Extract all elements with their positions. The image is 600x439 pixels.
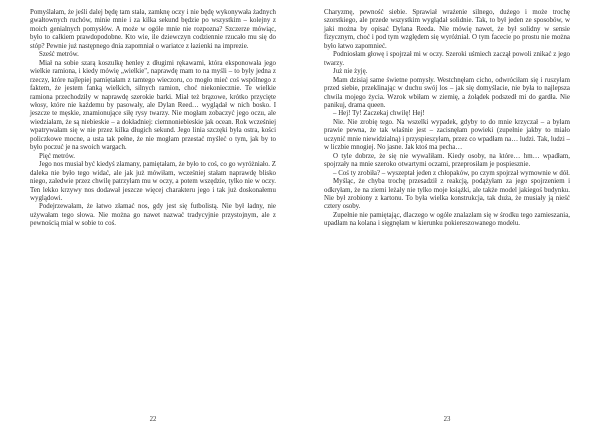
paragraph: Podniosłam głowę i spojrzał mi w oczy. Szeroki uśmiech zaczął powoli znikać z jego twarzy. [324, 51, 570, 67]
paragraph: Pięć metrów. [39, 152, 76, 160]
paragraph: Już nie żyję. [333, 68, 368, 76]
right-page-text [324, 9, 570, 229]
paragraph: O tyle dobrze, że się nie wywaliłam. Kiedy osoby, na które… hm… wpadłam, spojrzały na mnie szeroko otwartymi oczami, przeprosiłam je pospiesznie. [324, 152, 570, 169]
left-page-text [30, 9, 276, 229]
paragraph: – Coś ty zrobiła? – wyszeptał jeden z chłopaków, po czym spojrzał wymownie w dół. [333, 169, 570, 177]
page-number-left: 22 [149, 416, 157, 423]
paragraph: – Hej! Ty! Zaczekaj chwilę! Hej! [333, 110, 425, 118]
paragraph: Mam dzisiaj same świetne pomysły. Westchnęłam cicho, odwróciłam się i ruszyłam przed siebie, przeklinając w duchu swój los – jak się domyślacie, nie była to najlepsza chwila mojego życia. Wzrok wbiłam w ziemię, a żołądek podszedł mi do gardła. Nie panikuj, drama queen. [324, 76, 570, 109]
paragraph: Zupełnie nie pamiętając, dlaczego w ogóle znalazłam się w środku tego zamieszania, upadłam na kolana i sięgnęłam w kierunku pokiereszowanego modelu. [324, 211, 570, 228]
paragraph: Myśląc, że chyba trochę przesadził z reakcją, podążyłam za jego spojrzeniem i odkryłam, że na ziemi leżały nie tylko moje książki, ale także model jakiegoś budynku. Nie był zrobiony z kartonu. To była wielka konstrukcja, tak duża, że musiały ją nieść cztery osoby. [324, 178, 570, 211]
paragraph: Podejrzewałam, że łatwo złamać nos, gdy jest się futbolistą. Nie był ładny, nie używałam tego słowa. Nie można go nawet nazwać tradycyjnie przystojnym, ale z pewnością miał w sobie to coś. [30, 203, 276, 228]
page-number-right: 23 [443, 416, 451, 423]
paragraph: Pomyślałam, że jeśli dalej będę tam stała, zamknę oczy i nie będę wykonywała żadnych gwałtownych ruchów, minie mnie i za kilka sekund będzie po wszystkim – kolejny z moich genialnych pomysłów. A może w ogóle mnie nie rozpozna? Szczerze mówiąc, było to całkiem prawdopodobne. Kto wie, ile dziewczyn codziennie rzucało mu się do stóp? Pewnie już następnego dnia zapomniał o wariatce z łazienki na imprezie. [30, 9, 276, 50]
paragraph: Charyzmę, pewność siebie. Sprawiał wrażenie silnego, dużego i może trochę szorstkiego, ale przede wszystkim wyglądał solidnie. Tak, to był jeden ze sposobów, w jaki można by opisać Dylana Reeda. Nie mówię nawet, że był solidny w sensie fizycznym, choć i pod tym względem się wyróżniał. O tym facecie po prostu nie można było łatwo zapomnieć. [324, 9, 570, 50]
right-page [300, 0, 600, 439]
paragraph: Sześć metrów. [39, 51, 79, 59]
paragraph: Miał na sobie szarą koszulkę henley z długimi rękawami, która eksponowała jego wielkie ramiona, i kiedy mówię „wielkie", naprawdę mam to na myśli – to były jedna z rzeczy, które najlepiej pamiętałam z tamtego wieczoru, co mogło mieć coś wspólnego z faktem, że jestem fanką wielkich, silnych ramion, choć niekoniecznie. Te wielkie ramiona przechodziły w naprawdę szerokie barki. Miał też brązowe, krótko przycięte włosy, które nie każdemu by pasowały, ale Dylan Reed… wyglądał w nich bosko. I jeszcze te męskie, znamionujące siłę rysy twarzy. Nie mogłam zobaczyć jego oczu, ale wiedziałam, że są niebieskie – a dokładniej: ciemnoniebieskie jak ocean. Rok wcześniej wpatrywałam się w nie przez kilka długich sekund. Jego linia szczęki była ostra, kości policzkowe mocne, a usta tak pełne, że nie mogłam przestać myśleć o tym, jak by to było poczuć je na swoich wargach. [30, 59, 276, 152]
paragraph: Jego nos musiał być kiedyś złamany, pamiętałam, że było to coś, co go wyróżniało. Z daleka nie było tego widać, ale jak już mówiłam, wcześniej stałam naprawdę blisko niego, zaledwie przez chwilę patrzyłam mu w oczy, a potem wszędzie, tylko nie w oczy. Ten lekko krzywy nos dodawał jeszcze więcej charakteru jego i tak już doskonałemu wyglądowi. [30, 161, 276, 202]
paragraph: Nie. Nie zrobię tego. Na wszelki wypadek, gdyby to do mnie krzyczał – a byłam prawie pewna, że tak właśnie jest – zacisnęłam powieki (zupełnie jakby to miało uczynić mnie niewidzialną) i przyspieszyłam, przez co wpadłam na… ludzi. Tak, ludzi – w liczbie mnogiej. No jasne. Jak ktoś ma pecha… [324, 118, 570, 152]
